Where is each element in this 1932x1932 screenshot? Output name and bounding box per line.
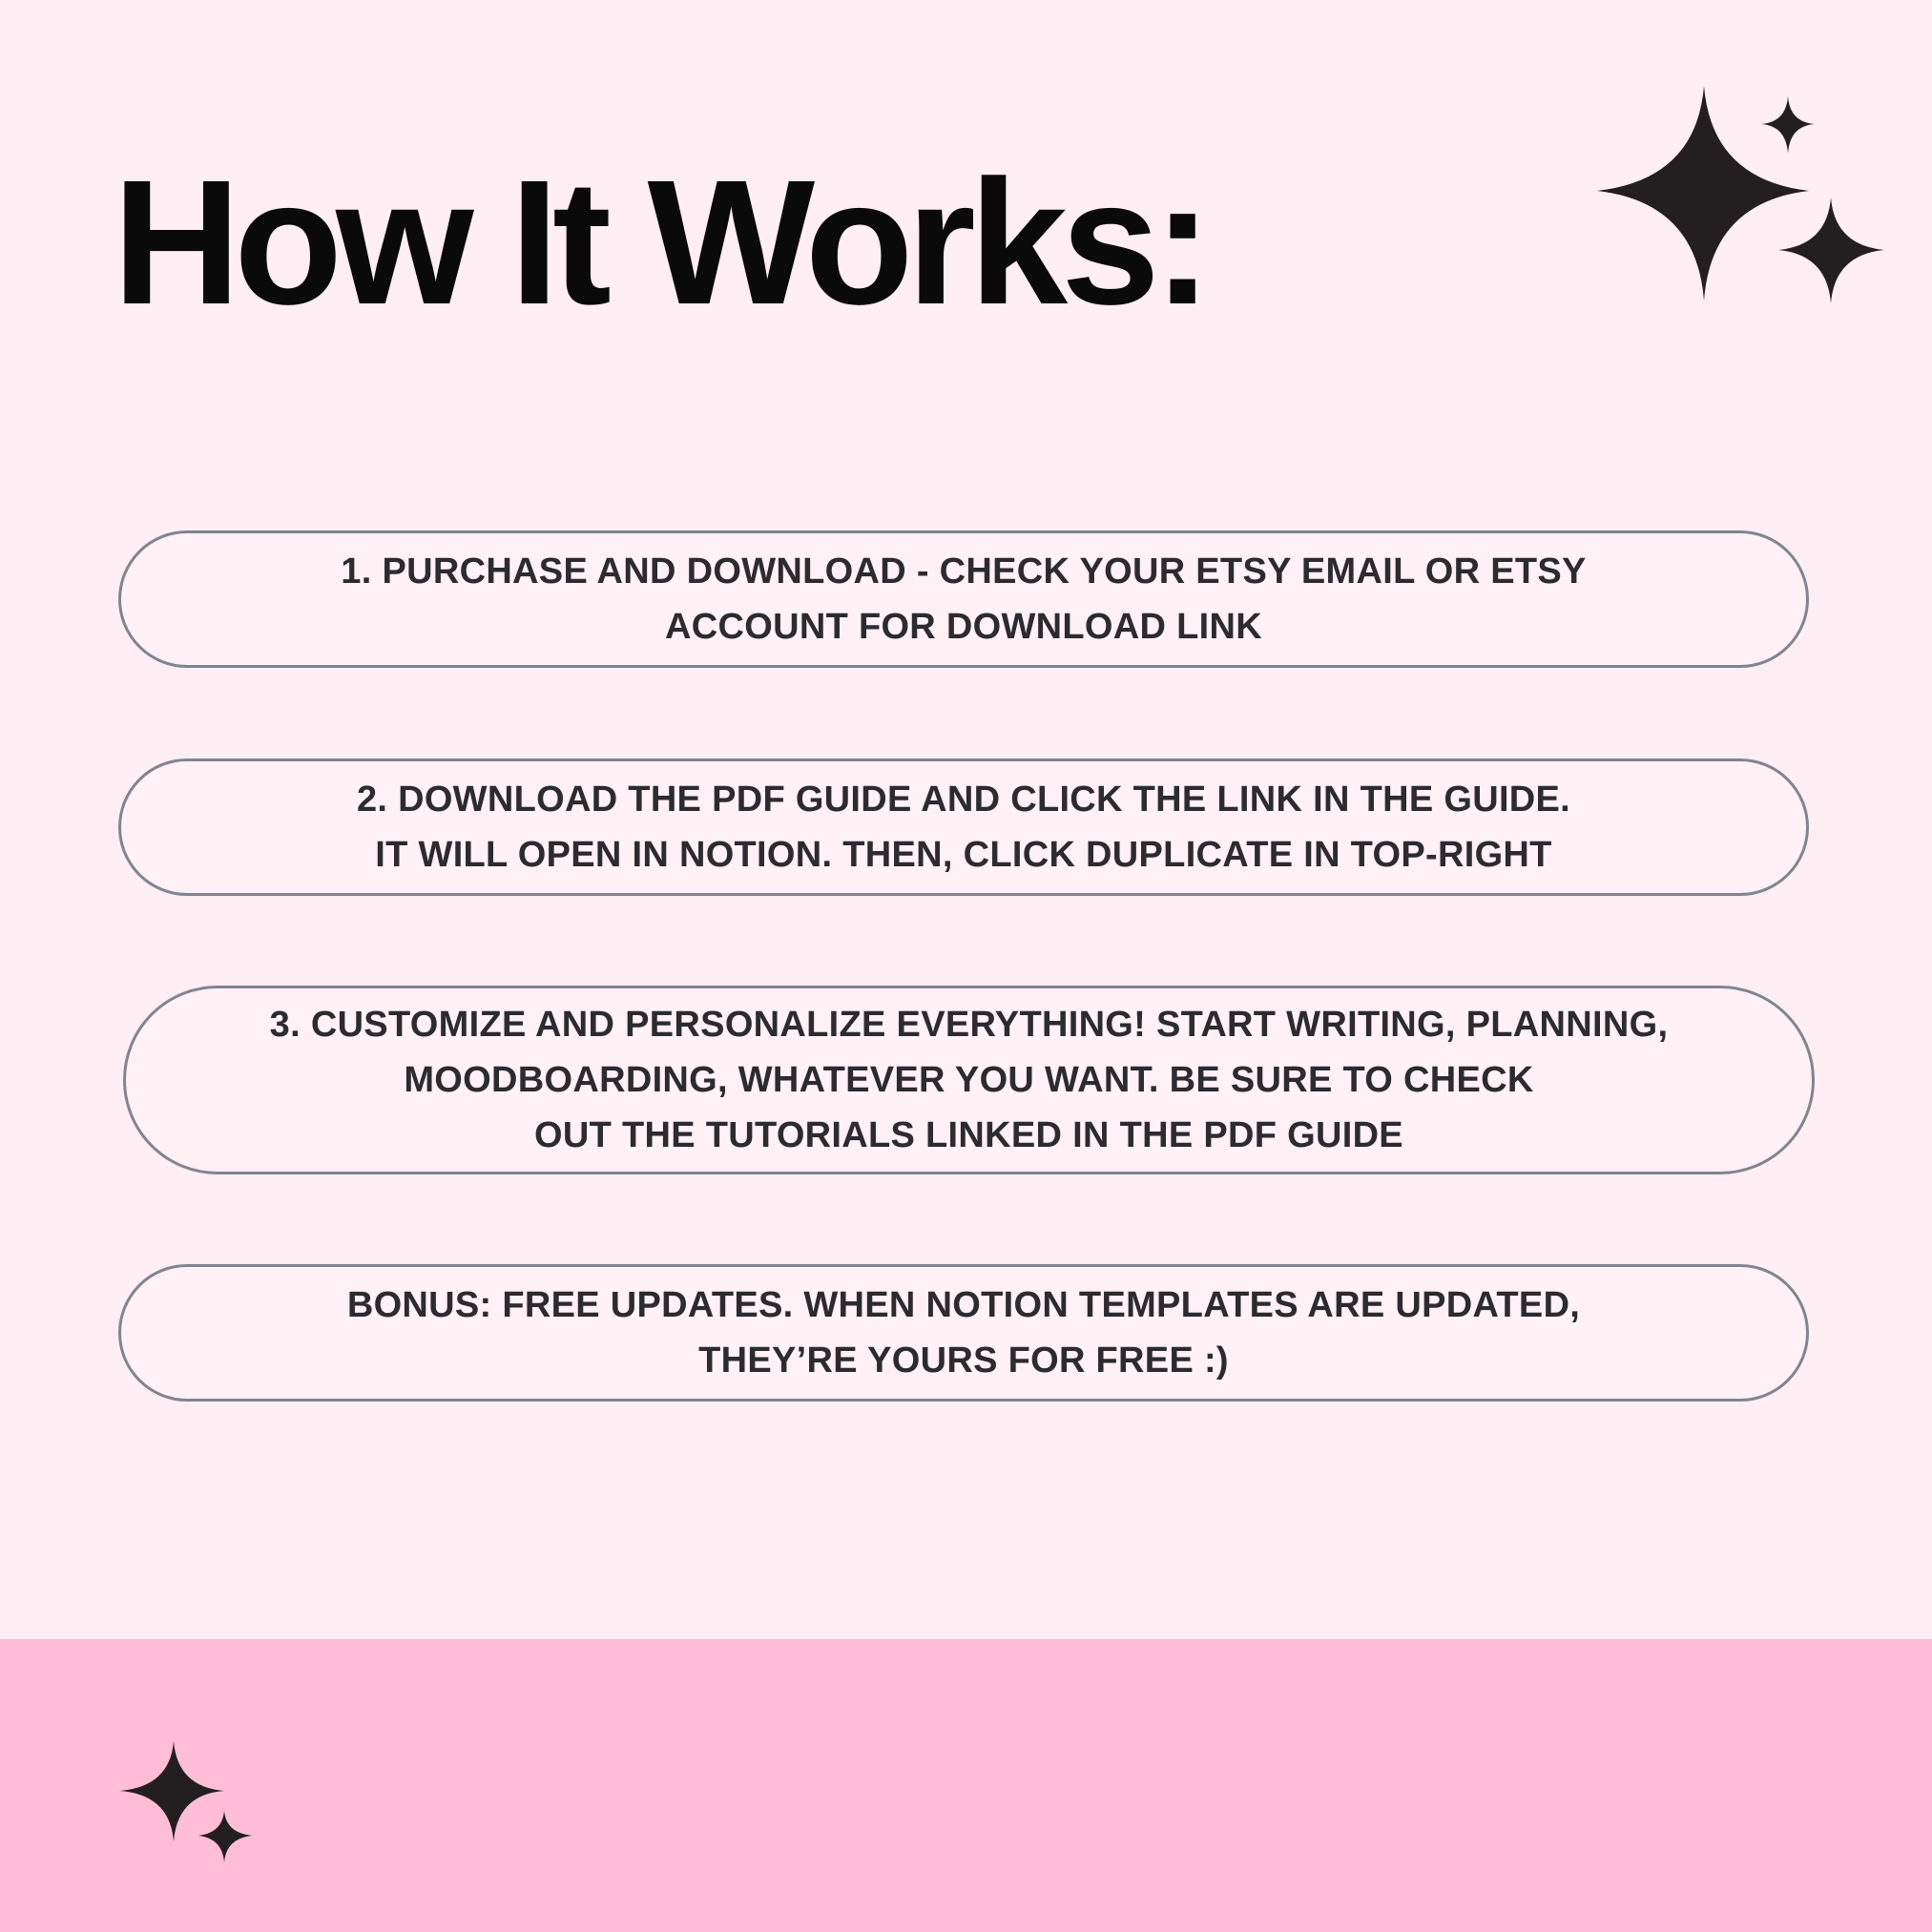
sparkle-medium-icon — [119, 1741, 224, 1841]
step-2-text: 2. DOWNLOAD THE PDF GUIDE AND CLICK THE LINK IN THE GUIDE. IT WILL OPEN IN NOTION. THEN, CLICK DUPLICATE IN TOP-RIGHT — [356, 779, 1571, 875]
sparkles-icon — [114, 1736, 258, 1880]
step-1-pill — [118, 530, 1809, 668]
sparkles-icon — [1593, 81, 1889, 310]
sparkle-large-icon — [1597, 86, 1809, 301]
sparkle-small-right-icon — [1778, 197, 1884, 303]
step-2-pill — [118, 758, 1809, 896]
page-title: How It Works: — [113, 144, 1206, 342]
step-3-pill — [123, 986, 1815, 1174]
step-3-text: 3. CUSTOMIZE AND PERSONALIZE EVERYTHING! START WRITING, PLANNING, MOODBOARDING, WHATEVER YOU WANT. BE SURE TO CHECK OUT THE TUTORIALS LINKED IN THE PDF GUIDE — [269, 1005, 1669, 1155]
sparkle-tiny-icon — [198, 1811, 252, 1862]
bonus-text: BONUS: FREE UPDATES. WHEN NOTION TEMPLATES ARE UPDATED, THEY’RE YOURS FOR FREE :) — [346, 1285, 1581, 1381]
sparkle-small-top-icon — [1761, 96, 1815, 154]
bottom-pink-band — [0, 1639, 1932, 1932]
step-1-text: 1. PURCHASE AND DOWNLOAD - CHECK YOUR ETSY EMAIL OR ETSY ACCOUNT FOR DOWNLOAD LINK — [341, 551, 1587, 647]
bonus-pill — [118, 1264, 1809, 1402]
